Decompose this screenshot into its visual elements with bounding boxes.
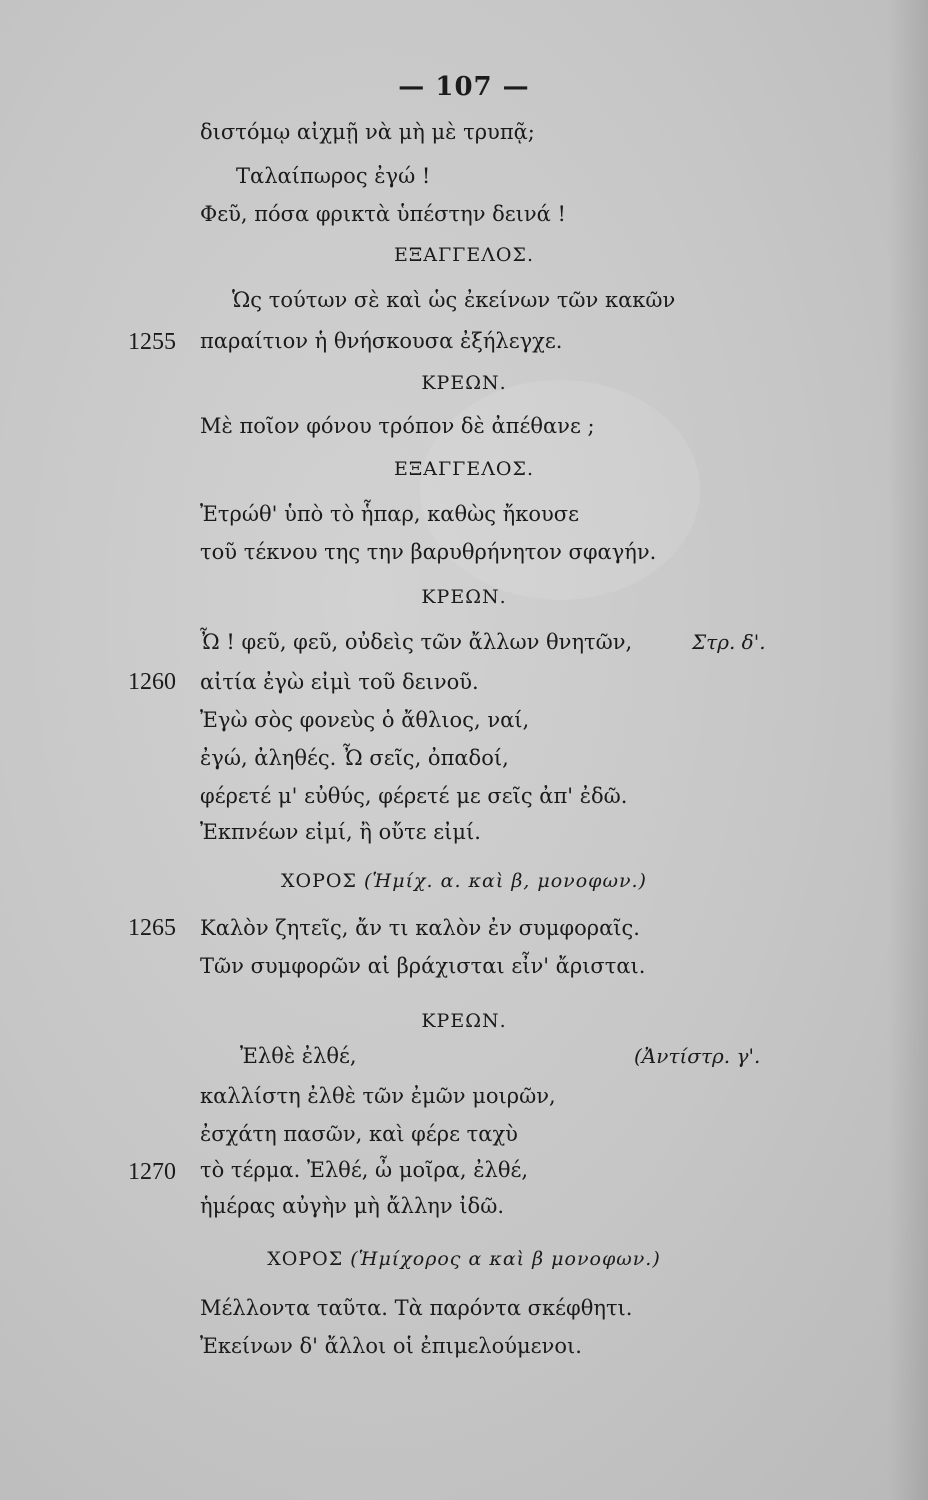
speaker-name: ΚΡΕΩΝ. (421, 586, 507, 608)
speaker-name: ΕΞΑΓΓΕΛΟΣ. (394, 458, 534, 480)
verse-line: ἐγώ, ἀληθές. Ὦ σεῖς, ὀπαδοί, (200, 746, 509, 770)
verse-line: τὸ τέρμα. Ἐλθέ, ὦ μοῖρα, ἐλθέ, (200, 1158, 529, 1182)
line-number: 1265 (128, 915, 176, 941)
line-number: 1255 (128, 329, 176, 355)
verse-line: Μὲ ποῖον φόνου τρόπον δὲ ἀπέθανε ; (200, 414, 595, 438)
paper-stain (420, 380, 700, 600)
verse-line: Καλὸν ζητεῖς, ἄν τι καλὸν ἐν συμφοραῖς. (200, 916, 640, 940)
verse-line: Ἐκείνων δ' ἄλλοι οἱ ἐπιμελούμενοι. (200, 1334, 582, 1358)
speaker-name: ΕΞΑΓΓΕΛΟΣ. (394, 244, 534, 266)
speaker-name: ΧΟΡΟΣ (281, 870, 357, 892)
verse-line: Ἐκπνέων εἰμί, ἢ οὔτε εἰμί. (200, 820, 481, 844)
verse-line: Ἐγὼ σὸς φονεὺς ὁ ἄθλιος, ναί, (200, 708, 530, 732)
speaker-heading (0, 374, 928, 393)
verse-line: παραίτιον ἡ θνήσκουσα ἐξήλεγχε. (200, 329, 563, 353)
speaker-heading (0, 1250, 928, 1269)
verse-line: Ταλαίπωρος ἐγώ ! (236, 164, 431, 188)
speaker-heading (0, 460, 928, 479)
verse-line: Μέλλοντα ταῦτα. Τὰ παρόντα σκέφθητι. (200, 1296, 633, 1320)
speaker-heading (0, 588, 928, 607)
line-number: 1270 (128, 1159, 176, 1185)
speaker-qualifier: (Ἡμίχορος α καὶ β μονοφων.) (350, 1248, 661, 1270)
speaker-heading (0, 246, 928, 265)
verse-line: αἰτία ἐγὼ εἰμὶ τοῦ δεινοῦ. (200, 670, 479, 694)
strophe-marker: Στρ. δ'. (692, 630, 766, 654)
verse-line: Ἐλθὲ ἐλθέ, (240, 1044, 357, 1068)
verse-line: Ἐτρώθ' ὑπὸ τὸ ἧπαρ, καθὼς ἤκουσε (200, 502, 580, 526)
verse-line: Φεῦ, πόσα φρικτὰ ὑπέστην δεινά ! (200, 202, 566, 226)
verse-line: φέρετέ μ' εὐθύς, φέρετέ με σεῖς ἀπ' ἐδῶ. (200, 784, 628, 808)
verse-line: καλλίστη ἐλθὲ τῶν ἐμῶν μοιρῶν, (200, 1084, 556, 1108)
page-number: — 107 — (398, 72, 530, 102)
speaker-name: ΧΟΡΟΣ (267, 1248, 344, 1270)
verse-line: διστόμῳ αἰχμῇ νὰ μὴ μὲ τρυπᾷ; (200, 120, 535, 144)
speaker-heading (0, 872, 928, 891)
verse-line: τοῦ τέκνου της την βαρυθρήνητον σφαγήν. (200, 540, 657, 564)
speaker-name: ΚΡΕΩΝ. (421, 372, 507, 394)
line-number: 1260 (128, 669, 176, 695)
speaker-qualifier: (Ἡμίχ. α. καὶ β, μονοφων.) (363, 870, 647, 892)
antistrophe-marker: (Ἀντίστρ. γ'. (634, 1044, 761, 1068)
verse-line: ἐσχάτη πασῶν, καὶ φέρε ταχὺ (200, 1122, 518, 1146)
verse-line: Ὦ ! φεῦ, φεῦ, οὐδεὶς τῶν ἄλλων θνητῶν, (200, 630, 633, 654)
verse-line: ἡμέρας αὐγὴν μὴ ἄλλην ἰδῶ. (200, 1194, 504, 1218)
speaker-heading (0, 1012, 928, 1031)
verse-line: Τῶν συμφορῶν αἱ βράχισται εἶν' ἄρισται. (200, 954, 646, 978)
speaker-name: ΚΡΕΩΝ. (421, 1010, 507, 1032)
page-edge-shadow (888, 0, 928, 1500)
verse-line: Ὡς τούτων σὲ καὶ ὡς ἐκείνων τῶν κακῶν (232, 288, 676, 312)
